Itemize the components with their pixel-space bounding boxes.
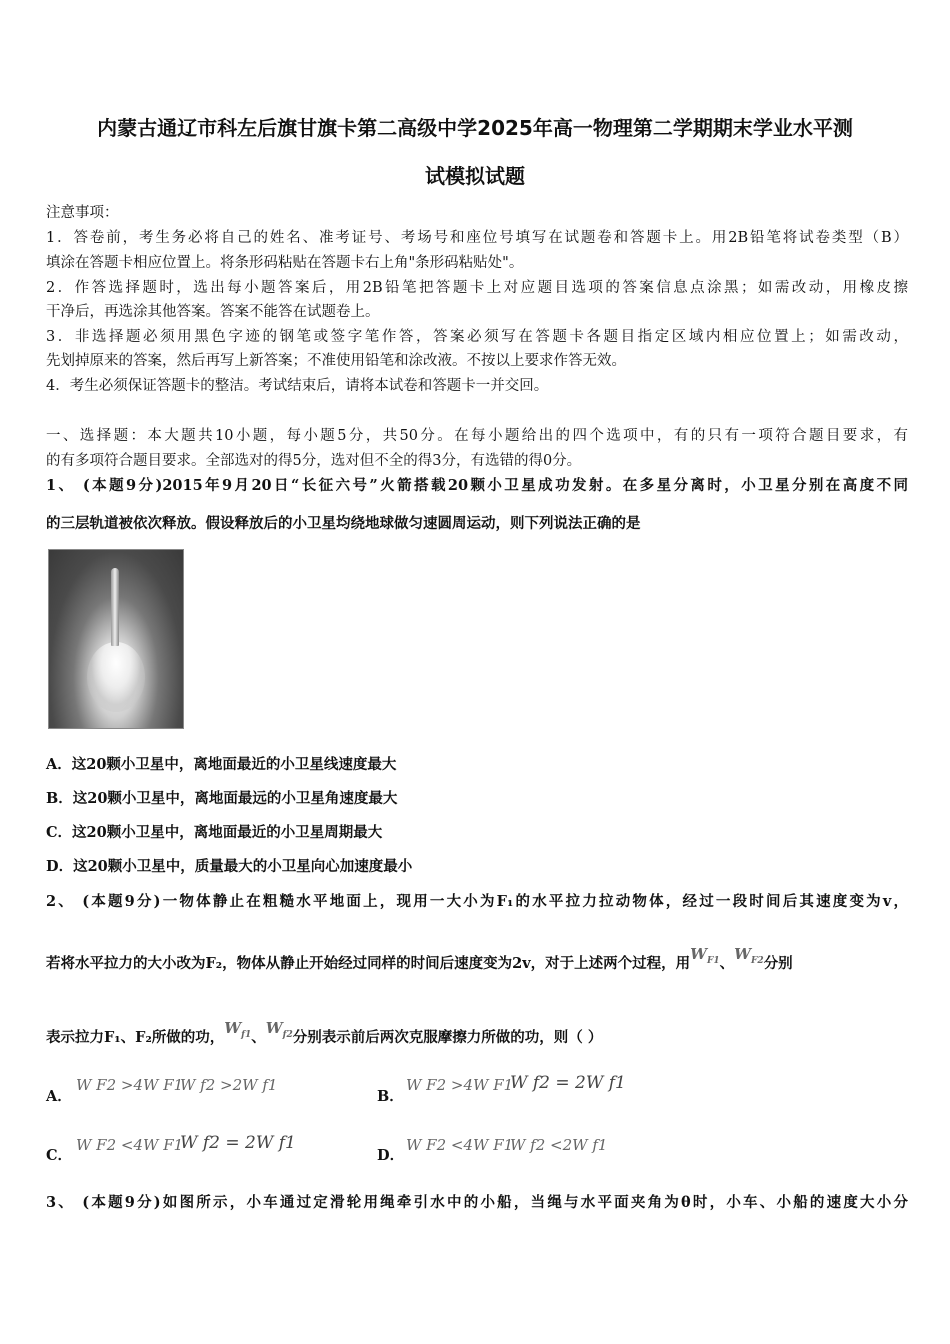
q1-stem-1: 1、 (本题9分)2015年9月20日“长征六号”火箭搭载20颗小卫星成功发射。在多星分离时，小卫星分别在高度不同 (46, 477, 908, 494)
q2-separator-2: 、 (251, 1029, 266, 1046)
notice-item-3b: 先划掉原来的答案，然后再写上新答案；不准使用铅笔和涂改液。不按以上要求作答无效。 (46, 353, 626, 369)
q2-option-d-expr1: W F2 <4W F1 (406, 1136, 514, 1154)
notice-item-1a: 1．答卷前，考生务必将自己的姓名、准考证号、考场号和座位号填写在试题卷和答题卡上。用2B铅笔将试卷类型（B） (46, 230, 908, 246)
q2-stem-2-end: 分别 (763, 955, 793, 972)
q2-option-b-expr2: W f2 = 2W f1 (510, 1073, 626, 1093)
q2-option-b-expr1: W F2 >4W F1 (406, 1076, 514, 1094)
rocket-launch-photo (48, 549, 184, 729)
exam-title-line1: 内蒙古通辽市科左后旗甘旗卡第二高级中学2025年高一物理第二学期期末学业水平测 (97, 116, 853, 140)
q2-stem-1: 2、 (本题9分)一物体静止在粗糙水平地面上，现用一大小为F₁的水平拉力拉动物体，经过一段时间后其速度变为v， (46, 893, 908, 910)
q2-option-c-expr2: W f2 = 2W f1 (180, 1133, 296, 1153)
q1-stem-2: 的三层轨道被依次释放。假设释放后的小卫星均绕地球做匀速圆周运动，则下列说法正确的是 (46, 515, 641, 532)
q2-option-c-expr1: W F2 <4W F1 (76, 1136, 184, 1154)
section-instructions-1: 一、选择题：本大题共10小题，每小题5分，共50分。在每小题给出的四个选项中，有的只有一项符合题目要求，有 (46, 428, 908, 444)
notice-item-3a: 3．非选择题必须用黑色字迹的钢笔或签字笔作答，答案必须写在答题卡各题目指定区域内相应位置上；如需改动， (46, 329, 908, 345)
q2-option-a-expr2: W f2 >2W f1 (180, 1076, 278, 1094)
notice-heading: 注意事项： (46, 205, 119, 221)
section-instructions-2: 的有多项符合题目要求。全部选对的得5分，选对但不全的得3分，有选错的得0分。 (46, 453, 582, 469)
notice-item-2b: 干净后，再选涂其他答案。答案不能答在试题卷上。 (46, 304, 380, 320)
q1-option-a: A．这20颗小卫星中，离地面最近的小卫星线速度最大 (46, 756, 397, 773)
q2-option-d-expr2: W f2 <2W f1 (510, 1136, 608, 1154)
q1-option-d: D．这20颗小卫星中，质量最大的小卫星向心加速度最小 (46, 858, 413, 875)
q2-stem-2 (46, 945, 908, 980)
notice-item-2a: 2．作答选择题时，选出每小题答案后，用2B铅笔把答题卡上对应题目选项的答案信息点涂黑；如需改动，用橡皮擦 (46, 280, 908, 296)
w-friction-2-symbol: $W_{f2}$ (265, 1019, 293, 1040)
notice-item-4: 4．考生必须保证答题卡的整洁。考试结束后，请将本试卷和答题卡一并交回。 (46, 378, 549, 394)
w-f1-symbol: $W_{F1}$ (690, 945, 720, 966)
q2-option-a-label: A． (46, 1088, 72, 1105)
q2-option-c-label: C． (46, 1147, 73, 1164)
q2-option-b-label: B． (377, 1088, 404, 1105)
q2-stem-3-text: 表示拉力F₁、F₂所做的功， (46, 1029, 225, 1046)
rocket-exhaust-cloud (87, 642, 145, 712)
q2-stem-3-end: 分别表示前后两次克服摩擦力所做的功，则（ ） (292, 1029, 603, 1046)
w-friction-1-symbol: $W_{f1}$ (224, 1019, 252, 1040)
q2-option-d-label: D． (377, 1147, 405, 1164)
q2-stem-3 (46, 1019, 908, 1054)
exam-title-line2: 试模拟试题 (425, 164, 525, 188)
q2-stem-2-text: 若将水平拉力的大小改为F₂，物体从静止开始经过同样的时间后速度变为2v，对于上述两个过程，用 (46, 955, 691, 972)
notice-item-1b: 填涂在答题卡相应位置上。将条形码粘贴在答题卡右上角"条形码粘贴处"。 (46, 255, 524, 271)
w-f2-symbol: $W_{F2}$ (734, 945, 764, 966)
q1-option-b: B．这20颗小卫星中，离地面最远的小卫星角速度最大 (46, 790, 398, 807)
q1-option-c: C．这20颗小卫星中，离地面最近的小卫星周期最大 (46, 824, 383, 841)
q2-separator-1: 、 (719, 955, 735, 972)
q2-option-a-expr1: W F2 >4W F1 (76, 1076, 184, 1094)
q3-stem-1: 3、 (本题9分)如图所示，小车通过定滑轮用绳牵引水中的小船，当绳与水平面夹角为θ时，小车、小船的速度大小分 (46, 1194, 908, 1211)
rocket-body (111, 568, 119, 646)
